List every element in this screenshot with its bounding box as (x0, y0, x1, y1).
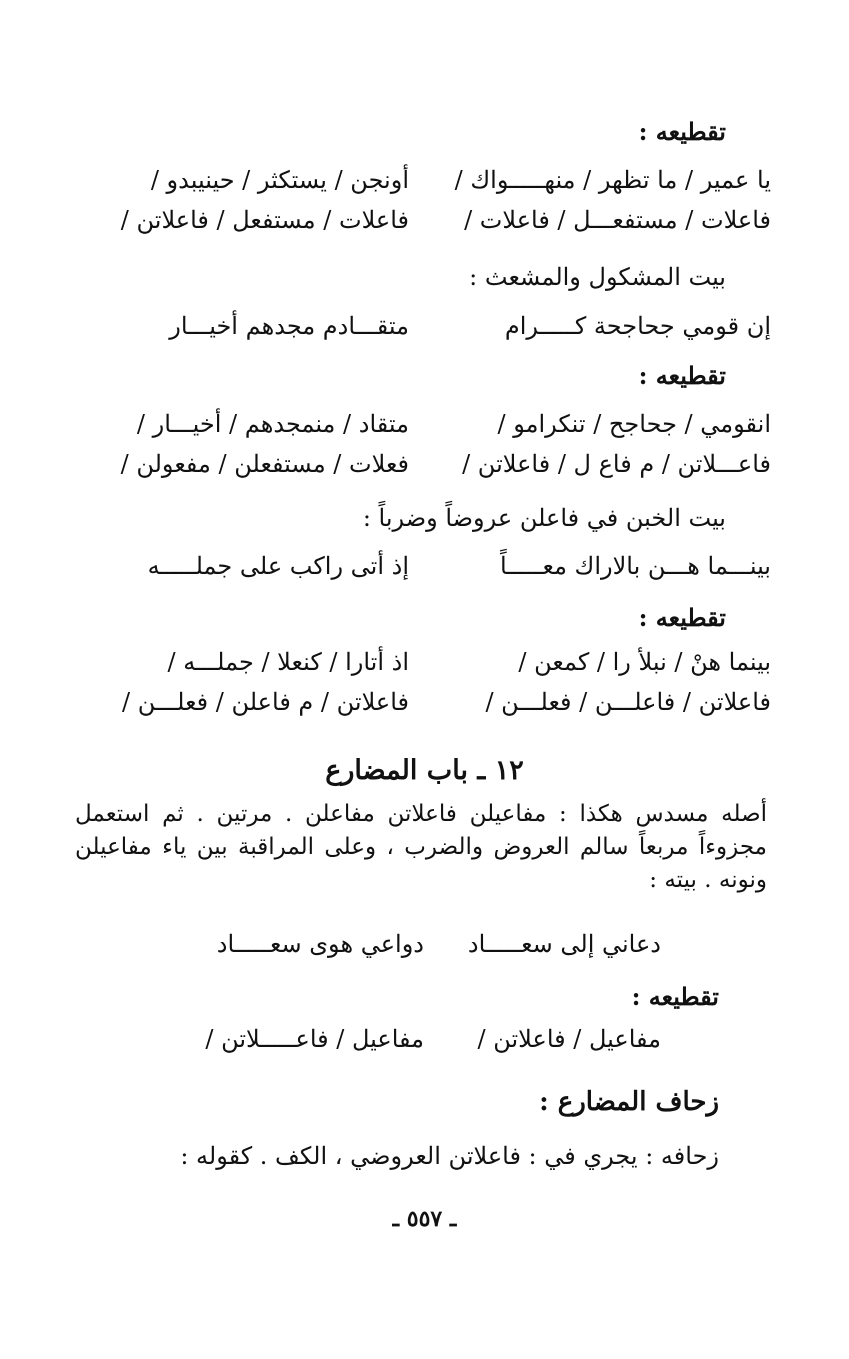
body-paragraph: أصله مسدس هكذا : مفاعيلن فاعلاتن مفاعلن . مرتين . ثم استعمل مجزوءاً مربعاً سالم العروض والضرب ، وعلى المراقبة بين ياء مفاعيلن ونونه . بيته : (75, 801, 767, 893)
meter-line-hemistich-1: فاعلات / مستفعـــل / فاعلات / (464, 206, 771, 234)
verse-line-hemistich-2: اذ أتارا / كنعلا / جملـــه / (167, 648, 409, 676)
scansion-heading: تقطيعه : (638, 361, 726, 390)
verse-line-hemistich-2: أونجن / يستكثر / حينيبدو / (150, 166, 409, 194)
meter-line-hemistich-1: مفاعيل / فاعلاتن / (477, 1025, 661, 1053)
scansion-heading: تقطيعه : (631, 982, 719, 1011)
meter-line-hemistich-1: فاعلاتن / فاعلـــن / فعلـــن / (485, 688, 771, 716)
verse-line-hemistich-2: متقـــادم مجدهم أخيـــار (169, 312, 409, 340)
verse-line-hemistich-1: دعاني إلى سعـــــاد (467, 930, 661, 958)
section-heading: زحاف المضارع : (539, 1087, 719, 1117)
meter-line-hemistich-2: فاعلاتن / م فاعلن / فعلـــن / (122, 688, 409, 716)
scansion-heading: تقطيعه : (638, 117, 726, 146)
verse-line-hemistich-2: إذ أتى راكب على جملـــــه (147, 552, 409, 580)
verse-line-hemistich-1: انقومي / جحاجح / تنكرامو / (497, 410, 771, 438)
verse-line-hemistich-1: بينما هنْ / نبلأ را / كمعن / (518, 648, 771, 676)
meter-line-hemistich-1: فاعـــلاتن / م فاع ل / فاعلاتن / (462, 450, 771, 478)
verse-line-hemistich-1: إن قومي جحاجحة كـــــرام (504, 312, 771, 340)
chapter-title: ١٢ ـ باب المضارع (325, 755, 524, 786)
section-heading: بيت المشكول والمشعث : (469, 263, 726, 291)
meter-line-hemistich-2: مفاعيل / فاعـــــلاتن / (205, 1025, 424, 1053)
section-heading: بيت الخبن في فاعلن عروضاً وضرباً : (362, 504, 726, 532)
meter-line-hemistich-2: فاعلات / مستفعل / فاعلاتن / (120, 206, 409, 234)
scansion-heading: تقطيعه : (638, 603, 726, 632)
body-line: زحافه : يجري في : فاعلاتن العروضي ، الكف . كقوله : (180, 1142, 719, 1170)
verse-line-hemistich-2: متقاد / منمجدهم / أخيـــار / (136, 410, 409, 438)
verse-line-hemistich-1: يا عمير / ما تظهر / منهـــــواك / (454, 166, 771, 194)
meter-line-hemistich-2: فعلات / مستفعلن / مفعولن / (120, 450, 409, 478)
page-number: ـ ٥٥٧ ـ (392, 1206, 457, 1232)
verse-line-hemistich-1: بينـــما هـــن بالاراك معـــــاً (500, 552, 771, 580)
verse-line-hemistich-2: دواعي هوى سعـــــاد (216, 930, 424, 958)
